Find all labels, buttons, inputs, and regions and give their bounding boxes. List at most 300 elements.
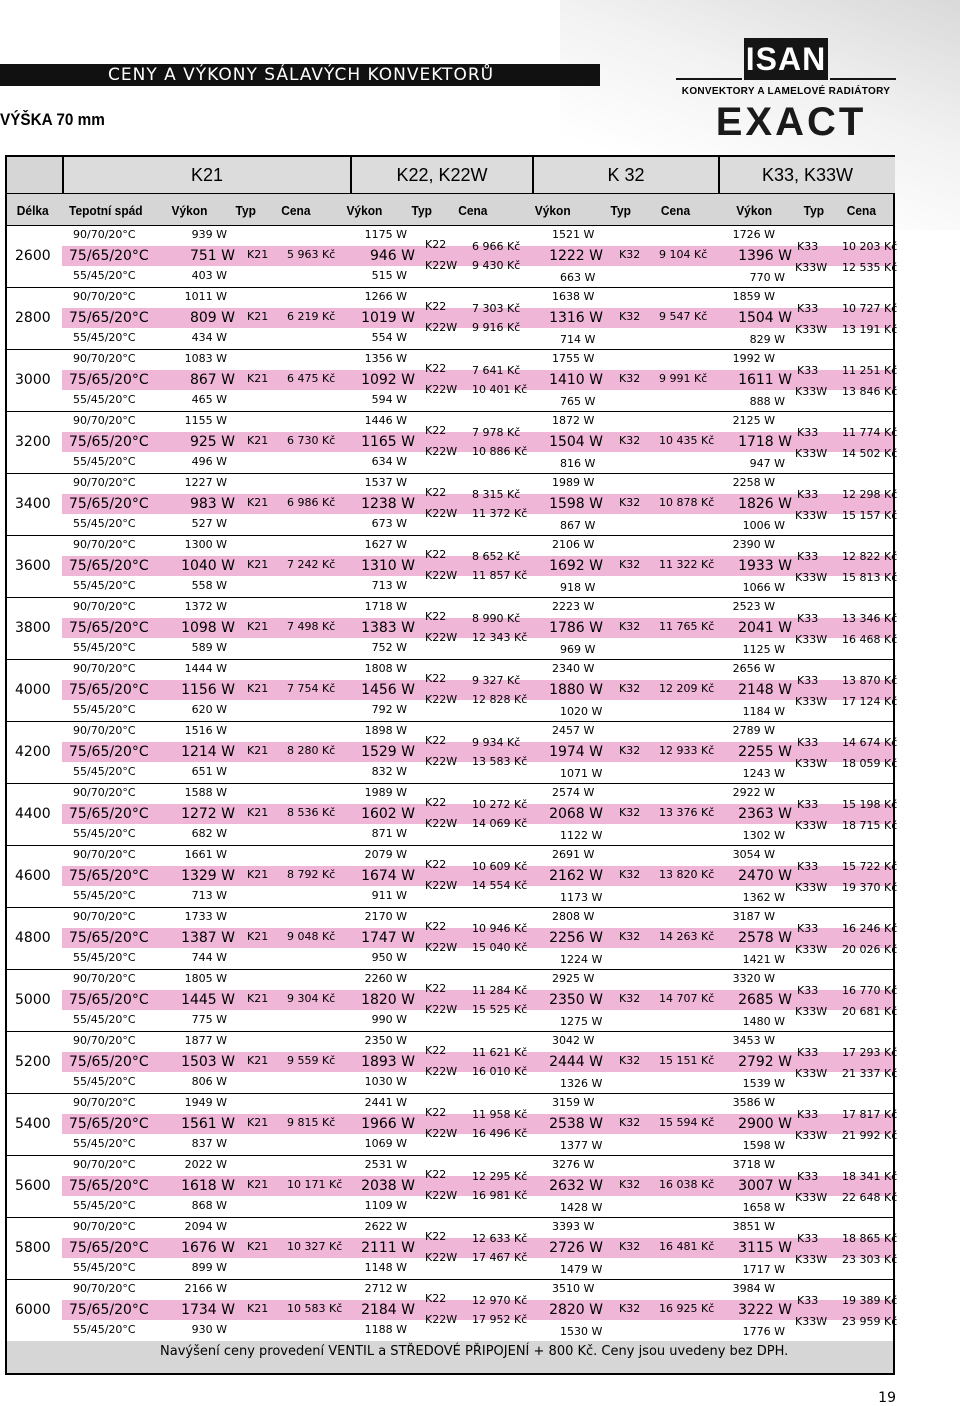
k21-output-90: 1661 W (184, 848, 227, 861)
temp-90-70: 90/70/20°C (73, 1220, 136, 1233)
k22-output-90: 1446 W (364, 414, 407, 427)
k21-output-75: 1098 W (181, 620, 235, 636)
k32-type: K32 (619, 372, 641, 385)
k32-price: 16 481 Kč (659, 1240, 715, 1253)
k33-output-75: 2900 W (738, 1116, 792, 1132)
k32-price: 9 547 Kč (659, 310, 708, 323)
k32-output-90: 2340 W (552, 662, 595, 675)
k32-output-75: 2068 W (549, 806, 603, 822)
k33w-price: 23 303 Kč (842, 1253, 898, 1266)
k21-output-75: 751 W (189, 248, 235, 264)
k22-output-55: 713 W (371, 579, 407, 592)
k32-output-55: 1428 W (560, 1201, 603, 1214)
k33w-price: 23 959 Kč (842, 1315, 898, 1328)
k21-output-90: 1588 W (184, 786, 227, 799)
temp-55-45: 55/45/20°C (73, 393, 136, 406)
temp-90-70: 90/70/20°C (73, 972, 136, 985)
k33-type: K33 (797, 240, 819, 253)
k33-output-75: 3115 W (738, 1240, 792, 1256)
k21-output-55: 434 W (191, 331, 227, 344)
k22w-price: 9 430 Kč (472, 259, 521, 272)
k33-output-90: 3453 W (732, 1034, 775, 1047)
k33-output-75: 2041 W (738, 620, 792, 636)
logo-tagline: KONVEKTORY A LAMELOVÉ RADIÁTORY (681, 86, 891, 97)
temp-55-45: 55/45/20°C (73, 1075, 136, 1088)
k22-output-90: 2350 W (364, 1034, 407, 1047)
k21-output-75: 1503 W (181, 1054, 235, 1070)
row-length: 3400 (15, 496, 51, 512)
k32-output-75: 1222 W (549, 248, 603, 264)
k33-price: 11 774 Kč (842, 426, 898, 439)
temp-55-45: 55/45/20°C (73, 703, 136, 716)
k33w-price: 15 157 Kč (842, 509, 898, 522)
table-row (7, 845, 898, 907)
k32-output-75: 1974 W (549, 744, 603, 760)
temp-75-65: 75/65/20°C (69, 248, 149, 264)
temp-55-45: 55/45/20°C (73, 517, 136, 530)
k33-price: 11 251 Kč (842, 364, 898, 377)
k21-output-90: 1227 W (184, 476, 227, 489)
k33-price: 15 722 Kč (842, 860, 898, 873)
k21-type: K21 (247, 806, 269, 819)
k21-price: 8 536 Kč (287, 806, 336, 819)
k21-price: 10 327 Kč (287, 1240, 343, 1253)
k22-price: 12 295 Kč (472, 1170, 528, 1183)
row-length: 3600 (15, 558, 51, 574)
k32-output-55: 1173 W (560, 891, 603, 904)
k22-output-75: 2111 W (361, 1240, 415, 1256)
temp-90-70: 90/70/20°C (73, 538, 136, 551)
k32-price: 9 991 Kč (659, 372, 708, 385)
temp-75-65: 75/65/20°C (69, 868, 149, 884)
k22w-type: K22W (425, 631, 458, 644)
table-row (7, 225, 898, 287)
k32-type: K32 (619, 1054, 641, 1067)
k33w-price: 18 715 Kč (842, 819, 898, 832)
k22w-price: 16 496 Kč (472, 1127, 528, 1140)
k22w-type: K22W (425, 321, 458, 334)
k22-type: K22 (425, 424, 447, 437)
k33-output-55: 1302 W (742, 829, 785, 842)
k33w-price: 13 846 Kč (842, 385, 898, 398)
k33-price: 12 822 Kč (842, 550, 898, 563)
row-length: 5400 (15, 1116, 51, 1132)
k22-output-90: 1266 W (364, 290, 407, 303)
k22w-type: K22W (425, 445, 458, 458)
k33-output-55: 1539 W (742, 1077, 785, 1090)
k21-price: 8 792 Kč (287, 868, 336, 881)
k33-output-75: 1826 W (738, 496, 792, 512)
k32-output-75: 2444 W (549, 1054, 603, 1070)
k21-output-90: 1011 W (184, 290, 227, 303)
logo-rule-right (830, 78, 896, 80)
k21-output-55: 682 W (191, 827, 227, 840)
k32-output-90: 2457 W (552, 724, 595, 737)
k22-output-75: 1820 W (361, 992, 415, 1008)
k33w-type: K33W (795, 1253, 828, 1266)
k32-price: 10 878 Kč (659, 496, 715, 509)
k32-output-75: 2162 W (549, 868, 603, 884)
k22-output-90: 1989 W (364, 786, 407, 799)
table-row (7, 721, 898, 783)
k32-output-75: 2726 W (549, 1240, 603, 1256)
k22w-type: K22W (425, 259, 458, 272)
k33w-price: 20 681 Kč (842, 1005, 898, 1018)
k21-type: K21 (247, 1302, 269, 1315)
temp-55-45: 55/45/20°C (73, 1013, 136, 1026)
footer-note: Navýšení ceny provedení VENTIL a STŘEDOVÉ PŘIPOJENÍ + 800 Kč. Ceny jsou uvedeny bez DPH. (160, 1344, 789, 1359)
k33-price: 15 198 Kč (842, 798, 898, 811)
k22-output-75: 1529 W (361, 744, 415, 760)
k33w-type: K33W (795, 943, 828, 956)
k33w-type: K33W (795, 1129, 828, 1142)
k22-output-55: 1069 W (364, 1137, 407, 1150)
k21-output-90: 1083 W (184, 352, 227, 365)
k32-price: 12 933 Kč (659, 744, 715, 757)
k33-output-55: 770 W (749, 271, 785, 284)
k22-output-90: 1718 W (364, 600, 407, 613)
k21-type: K21 (247, 1240, 269, 1253)
k21-price: 9 559 Kč (287, 1054, 336, 1067)
k21-type: K21 (247, 434, 269, 447)
k33-type: K33 (797, 1294, 819, 1307)
col-typ-k33: Typ (803, 202, 824, 218)
k32-output-55: 1326 W (560, 1077, 603, 1090)
k22w-price: 13 583 Kč (472, 755, 528, 768)
row-length: 4200 (15, 744, 51, 760)
k32-output-75: 2820 W (549, 1302, 603, 1318)
temp-90-70: 90/70/20°C (73, 290, 136, 303)
k32-type: K32 (619, 1240, 641, 1253)
k33-output-90: 3054 W (732, 848, 775, 861)
k22-price: 7 303 Kč (472, 302, 521, 315)
temp-90-70: 90/70/20°C (73, 1158, 136, 1171)
k22-type: K22 (425, 672, 447, 685)
k22w-price: 17 467 Kč (472, 1251, 528, 1264)
k22-output-75: 946 W (369, 248, 415, 264)
k21-output-90: 1877 W (184, 1034, 227, 1047)
table-row (7, 597, 898, 659)
group-k32: K 32 (532, 157, 718, 193)
k33w-type: K33W (795, 447, 828, 460)
k33-price: 10 203 Kč (842, 240, 898, 253)
group-k33: K33, K33W (718, 157, 895, 193)
k33w-price: 21 992 Kč (842, 1129, 898, 1142)
k21-output-55: 930 W (191, 1323, 227, 1336)
brand-logo (676, 38, 896, 144)
k33-output-55: 1598 W (742, 1139, 785, 1152)
k21-output-90: 2166 W (184, 1282, 227, 1295)
row-length: 2800 (15, 310, 51, 326)
k32-output-90: 2808 W (552, 910, 595, 923)
temp-55-45: 55/45/20°C (73, 1199, 136, 1212)
k21-output-75: 1329 W (181, 868, 235, 884)
k22-price: 9 934 Kč (472, 736, 521, 749)
table-row (7, 411, 898, 473)
table-column-header (7, 193, 893, 226)
k32-output-55: 1071 W (560, 767, 603, 780)
temp-75-65: 75/65/20°C (69, 1116, 149, 1132)
col-typ-k32: Typ (610, 202, 631, 218)
temp-90-70: 90/70/20°C (73, 724, 136, 737)
k21-output-75: 809 W (189, 310, 235, 326)
k22-output-90: 1175 W (364, 228, 407, 241)
k22w-type: K22W (425, 1251, 458, 1264)
temp-90-70: 90/70/20°C (73, 600, 136, 613)
temp-55-45: 55/45/20°C (73, 331, 136, 344)
k21-price: 10 171 Kč (287, 1178, 343, 1191)
k33w-price: 12 535 Kč (842, 261, 898, 274)
k22-type: K22 (425, 1292, 447, 1305)
k32-output-55: 918 W (560, 581, 596, 594)
k21-output-75: 1387 W (181, 930, 235, 946)
temp-55-45: 55/45/20°C (73, 579, 136, 592)
k21-output-55: 775 W (191, 1013, 227, 1026)
k22w-price: 15 040 Kč (472, 941, 528, 954)
row-length: 4600 (15, 868, 51, 884)
k32-output-90: 2223 W (552, 600, 595, 613)
k22-type: K22 (425, 300, 447, 313)
k22-type: K22 (425, 1168, 447, 1181)
temp-55-45: 55/45/20°C (73, 1261, 136, 1274)
k21-price: 5 963 Kč (287, 248, 336, 261)
k33-output-55: 1006 W (742, 519, 785, 532)
k21-output-75: 1156 W (181, 682, 235, 698)
k32-output-55: 1377 W (560, 1139, 603, 1152)
k32-price: 10 435 Kč (659, 434, 715, 447)
k22-output-75: 1165 W (361, 434, 415, 450)
col-typ-k22: Typ (411, 202, 433, 218)
k33-output-75: 2685 W (738, 992, 792, 1008)
k32-output-55: 1020 W (560, 705, 603, 718)
row-length: 4400 (15, 806, 51, 822)
k22-price: 11 958 Kč (472, 1108, 528, 1121)
k33-output-75: 2470 W (738, 868, 792, 884)
k32-output-55: 816 W (560, 457, 596, 470)
temp-90-70: 90/70/20°C (73, 414, 136, 427)
k32-output-55: 1122 W (560, 829, 603, 842)
k21-output-55: 651 W (191, 765, 227, 778)
k21-output-90: 1516 W (184, 724, 227, 737)
k32-output-90: 3510 W (552, 1282, 595, 1295)
k21-price: 9 815 Kč (287, 1116, 336, 1129)
k22-price: 11 621 Kč (472, 1046, 528, 1059)
k32-type: K32 (619, 310, 641, 323)
k21-output-55: 744 W (191, 951, 227, 964)
k32-output-55: 1224 W (560, 953, 603, 966)
k33-output-55: 1658 W (742, 1201, 785, 1214)
k22-type: K22 (425, 238, 447, 251)
col-spad: Tepotní spád (68, 202, 143, 218)
k21-type: K21 (247, 1116, 269, 1129)
table-row (7, 1031, 898, 1093)
k32-type: K32 (619, 558, 641, 571)
temp-55-45: 55/45/20°C (73, 641, 136, 654)
row-length: 3200 (15, 434, 51, 450)
k33-type: K33 (797, 860, 819, 873)
temp-75-65: 75/65/20°C (69, 992, 149, 1008)
k21-type: K21 (247, 496, 269, 509)
k21-type: K21 (247, 248, 269, 261)
k22w-type: K22W (425, 1065, 458, 1078)
k22-output-55: 1148 W (364, 1261, 407, 1274)
k21-price: 6 730 Kč (287, 434, 336, 447)
k33-output-75: 3222 W (738, 1302, 792, 1318)
logo-rule-left (676, 78, 742, 80)
k33-output-55: 1776 W (742, 1325, 785, 1338)
k32-output-55: 1530 W (560, 1325, 603, 1338)
k22-price: 12 633 Kč (472, 1232, 528, 1245)
temp-90-70: 90/70/20°C (73, 1282, 136, 1295)
k33w-type: K33W (795, 881, 828, 894)
row-length: 4800 (15, 930, 51, 946)
k22w-price: 11 372 Kč (472, 507, 528, 520)
k33-output-55: 1066 W (742, 581, 785, 594)
k33-output-75: 2792 W (738, 1054, 792, 1070)
k32-output-55: 969 W (560, 643, 596, 656)
table-row (7, 1217, 898, 1279)
k22-output-75: 1602 W (361, 806, 415, 822)
k33w-price: 18 059 Kč (842, 757, 898, 770)
k32-price: 11 765 Kč (659, 620, 715, 633)
k32-output-55: 867 W (560, 519, 596, 532)
k32-output-90: 1521 W (552, 228, 595, 241)
k22w-type: K22W (425, 941, 458, 954)
k33-output-90: 3187 W (732, 910, 775, 923)
temp-90-70: 90/70/20°C (73, 786, 136, 799)
k22w-price: 17 952 Kč (472, 1313, 528, 1326)
k33-price: 16 770 Kč (842, 984, 898, 997)
k22w-price: 16 981 Kč (472, 1189, 528, 1202)
temp-90-70: 90/70/20°C (73, 476, 136, 489)
k33-output-90: 2789 W (732, 724, 775, 737)
k32-output-90: 2691 W (552, 848, 595, 861)
k22-output-55: 673 W (371, 517, 407, 530)
k22-output-55: 792 W (371, 703, 407, 716)
k21-output-55: 589 W (191, 641, 227, 654)
k22-price: 8 990 Kč (472, 612, 521, 625)
k22-output-90: 1898 W (364, 724, 407, 737)
k22-output-75: 1310 W (361, 558, 415, 574)
k32-price: 14 707 Kč (659, 992, 715, 1005)
k32-price: 13 820 Kč (659, 868, 715, 881)
k22w-price: 14 069 Kč (472, 817, 528, 830)
temp-55-45: 55/45/20°C (73, 1137, 136, 1150)
k21-price: 9 304 Kč (287, 992, 336, 1005)
k22-output-75: 1966 W (361, 1116, 415, 1132)
k33-output-55: 947 W (749, 457, 785, 470)
k32-output-90: 2574 W (552, 786, 595, 799)
col-typ-k21: Typ (235, 202, 257, 218)
group-k21: K21 (62, 157, 350, 193)
k33-output-55: 1125 W (742, 643, 785, 656)
k22-output-90: 1356 W (364, 352, 407, 365)
k33-output-90: 2125 W (732, 414, 775, 427)
k33-output-55: 1421 W (742, 953, 785, 966)
k21-type: K21 (247, 1054, 269, 1067)
k32-output-90: 2925 W (552, 972, 595, 985)
page-subtitle: VÝŠKA 70 mm (0, 110, 105, 129)
k22-price: 7 641 Kč (472, 364, 521, 377)
k22-output-55: 950 W (371, 951, 407, 964)
temp-55-45: 55/45/20°C (73, 765, 136, 778)
temp-75-65: 75/65/20°C (69, 682, 149, 698)
k32-output-55: 765 W (560, 395, 596, 408)
k33-output-90: 3984 W (732, 1282, 775, 1295)
k32-output-75: 1504 W (549, 434, 603, 450)
k33-type: K33 (797, 1108, 819, 1121)
table-row (7, 1279, 898, 1341)
k33-output-90: 2656 W (732, 662, 775, 675)
k21-output-90: 1372 W (184, 600, 227, 613)
k33-output-75: 2578 W (738, 930, 792, 946)
k33-output-55: 888 W (749, 395, 785, 408)
k32-output-75: 2350 W (549, 992, 603, 1008)
temp-90-70: 90/70/20°C (73, 848, 136, 861)
k22-output-90: 2712 W (364, 1282, 407, 1295)
k33w-type: K33W (795, 819, 828, 832)
k22-output-75: 2038 W (361, 1178, 415, 1194)
col-cena-k22: Cena (457, 202, 488, 218)
row-length: 3800 (15, 620, 51, 636)
col-cena-k21: Cena (280, 202, 311, 218)
k32-type: K32 (619, 744, 641, 757)
temp-75-65: 75/65/20°C (69, 496, 149, 512)
k21-output-55: 465 W (191, 393, 227, 406)
k33w-type: K33W (795, 571, 828, 584)
k21-output-90: 1805 W (184, 972, 227, 985)
table-row (7, 659, 898, 721)
k33-output-75: 1504 W (738, 310, 792, 326)
col-cena-k32: Cena (661, 202, 691, 218)
k21-output-90: 1444 W (184, 662, 227, 675)
k22-output-55: 1188 W (364, 1323, 407, 1336)
k32-output-75: 2538 W (549, 1116, 603, 1132)
k21-output-75: 1272 W (181, 806, 235, 822)
k33-price: 18 341 Kč (842, 1170, 898, 1183)
k22-output-55: 832 W (371, 765, 407, 778)
k33w-type: K33W (795, 1005, 828, 1018)
k21-type: K21 (247, 558, 269, 571)
k32-output-75: 2256 W (549, 930, 603, 946)
k22-price: 6 966 Kč (472, 240, 521, 253)
k21-price: 7 754 Kč (287, 682, 336, 695)
col-delka: Délka (16, 202, 49, 218)
temp-90-70: 90/70/20°C (73, 228, 136, 241)
k32-price: 15 151 Kč (659, 1054, 715, 1067)
k33w-price: 15 813 Kč (842, 571, 898, 584)
page-number: 19 (878, 1390, 896, 1406)
k33-output-55: 1184 W (742, 705, 785, 718)
k22-type: K22 (425, 734, 447, 747)
temp-75-65: 75/65/20°C (69, 310, 149, 326)
k32-output-75: 2632 W (549, 1178, 603, 1194)
temp-75-65: 75/65/20°C (69, 372, 149, 388)
k33w-price: 13 191 Kč (842, 323, 898, 336)
k21-type: K21 (247, 682, 269, 695)
k32-price: 16 925 Kč (659, 1302, 715, 1315)
k32-output-75: 1880 W (549, 682, 603, 698)
k32-output-55: 1275 W (560, 1015, 603, 1028)
k21-output-55: 713 W (191, 889, 227, 902)
table-group-header (62, 157, 895, 193)
k22-output-75: 1238 W (361, 496, 415, 512)
row-length: 4000 (15, 682, 51, 698)
k22w-price: 14 554 Kč (472, 879, 528, 892)
k32-price: 13 376 Kč (659, 806, 715, 819)
k21-output-90: 2022 W (184, 1158, 227, 1171)
k33w-price: 17 124 Kč (842, 695, 898, 708)
